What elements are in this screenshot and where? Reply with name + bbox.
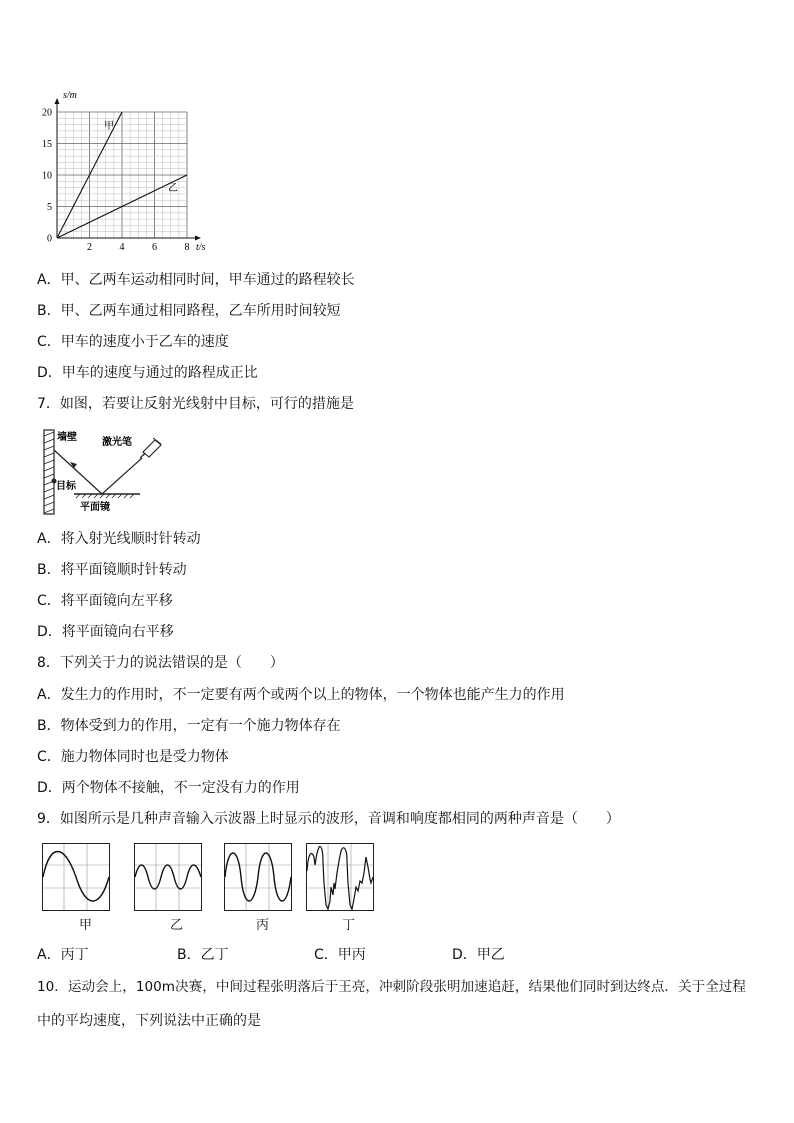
wave-panel-bing xyxy=(224,843,292,912)
wall-hatching xyxy=(44,432,54,513)
q9-option-c: C．甲丙 xyxy=(314,947,366,963)
line-label-jia: 甲 xyxy=(104,121,114,132)
wall-label: 墙壁 xyxy=(57,432,77,443)
target-label: 目标 xyxy=(56,481,76,492)
q10-stem-line1: 10．运动会上，100m决赛，中间过程张明落后于王亮，冲刺阶段张明加速追赶，结果他们同时到达终点．关于全过程 xyxy=(37,979,746,995)
q7-option-c: C．将平面镜向左平移 xyxy=(37,593,173,609)
q6-option-a: A．甲、乙两车运动相同时间，甲车通过的路程较长 xyxy=(37,272,355,288)
q8-option-d: D．两个物体不接触，不一定没有力的作用 xyxy=(37,780,300,796)
y-tick-label: 0 xyxy=(47,233,52,245)
wave-panel-yi xyxy=(134,843,202,912)
q9-option-b: B．乙丁 xyxy=(177,947,229,963)
q9-option-a: A．丙丁 xyxy=(37,947,89,963)
y-tick-label: 5 xyxy=(47,202,52,213)
x-tick-label: 8 xyxy=(184,242,190,253)
q9-option-d: D．甲乙 xyxy=(452,947,505,963)
wave-label-ding: 丁 xyxy=(342,918,356,933)
incident-ray xyxy=(102,458,142,494)
wave-label-jia: 甲 xyxy=(79,918,93,933)
wave-panel-ding xyxy=(306,843,374,912)
x-tick-label: 4 xyxy=(119,242,125,253)
q7-option-a: A．将入射光线顺时针转动 xyxy=(37,531,201,547)
q7-stem: 7．如图，若要让反射光线射中目标，可行的措施是 xyxy=(37,396,354,412)
q7-option-b: B．将平面镜顺时针转动 xyxy=(37,562,187,578)
laser-pen xyxy=(140,438,161,458)
q6-option-c: C．甲车的速度小于乙车的速度 xyxy=(37,334,229,350)
y-tick-label: 10 xyxy=(42,170,52,182)
q8-option-b: B．物体受到力的作用，一定有一个施力物体存在 xyxy=(37,718,341,734)
y-tick-label: 15 xyxy=(42,139,52,150)
mirror-label: 平面镜 xyxy=(80,502,110,513)
q8-option-a: A．发生力的作用时，不一定要有两个或两个以上的物体，一个物体也能产生力的作用 xyxy=(37,687,565,703)
x-tick-label: 6 xyxy=(152,242,157,253)
laser-label: 激光笔 xyxy=(102,437,132,448)
x-tick-label: 2 xyxy=(87,242,92,253)
q6-option-b: B．甲、乙两车通过相同路程，乙车所用时间较短 xyxy=(37,303,341,319)
q9-stem: 9．如图所示是几种声音输入示波器上时显示的波形，音调和响度都相同的两种声音是（ ） xyxy=(37,811,620,827)
q7-option-d: D．将平面镜向右平移 xyxy=(37,624,174,640)
q8-stem: 8．下列关于力的说法错误的是（ ） xyxy=(37,655,284,671)
wave-panel-jia xyxy=(42,843,110,912)
y-axis-arrow xyxy=(55,98,60,104)
q6-option-d: D．甲车的速度与通过的路程成正比 xyxy=(37,365,258,381)
q10-stem-line2: 中的平均速度，下列说法中正确的是 xyxy=(37,1013,261,1029)
st-ticks xyxy=(42,108,190,254)
wave-label-bing: 丙 xyxy=(256,918,270,933)
wave-label-yi: 乙 xyxy=(170,918,184,933)
x-axis-arrow xyxy=(195,236,201,241)
line-label-yi: 乙 xyxy=(168,183,178,194)
x-axis-label: t/s xyxy=(196,242,206,253)
q8-option-c: C．施力物体同时也是受力物体 xyxy=(37,749,229,765)
st-graph xyxy=(30,85,230,257)
mirror-figure xyxy=(40,428,170,518)
y-tick-label: 20 xyxy=(42,107,52,119)
y-axis-label: s/m xyxy=(63,90,77,101)
st-grid xyxy=(57,112,187,238)
